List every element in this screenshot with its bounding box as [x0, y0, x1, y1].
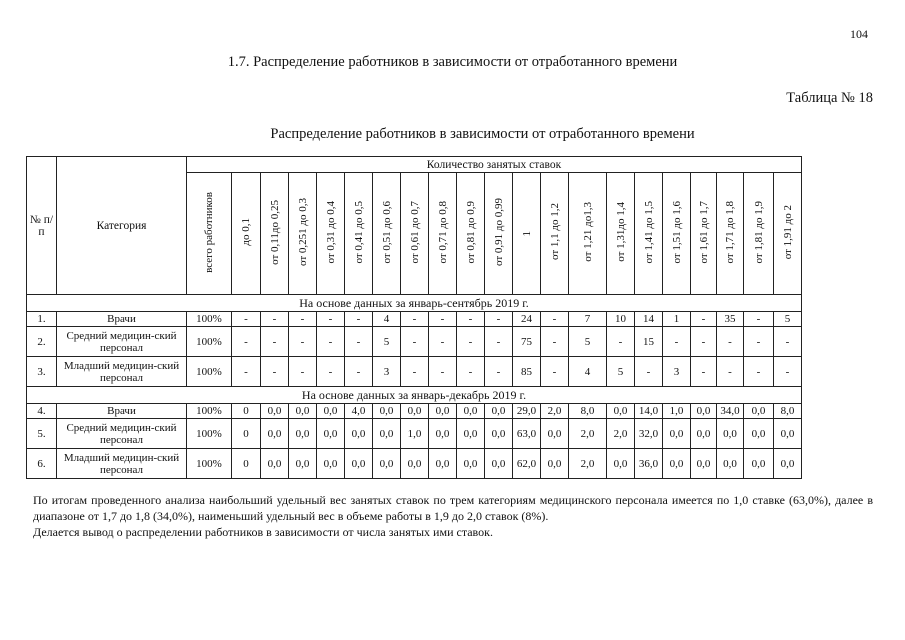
range-15-header	[663, 173, 691, 295]
row-value: 0,0	[457, 419, 485, 449]
range-11-header	[541, 173, 569, 295]
range-18-header	[744, 173, 774, 295]
row-value: -	[607, 327, 635, 357]
row-value: 35	[717, 312, 744, 327]
row-value: 0,0	[373, 404, 401, 419]
row-value: -	[429, 357, 457, 387]
row-value: -	[317, 327, 345, 357]
range-4-header	[345, 173, 373, 295]
row-value: -	[744, 327, 774, 357]
row-category: Средний медицин-ский персонал	[57, 419, 187, 449]
range-1-header	[261, 173, 289, 295]
num-header: № п/п	[27, 157, 57, 295]
section-row	[27, 387, 802, 404]
row-value: -	[232, 327, 261, 357]
row-value: -	[232, 312, 261, 327]
row-value: 0,0	[691, 449, 717, 479]
range-3-header	[317, 173, 345, 295]
row-value: 0,0	[744, 419, 774, 449]
row-value: 63,0	[513, 419, 541, 449]
row-value: 85	[513, 357, 541, 387]
row-value: -	[485, 357, 513, 387]
row-total: 100%	[187, 357, 232, 387]
table-row	[27, 419, 802, 449]
range-13-label: от 1,31до 1,4	[614, 202, 627, 262]
row-value: 0,0	[717, 419, 744, 449]
row-value: 0,0	[401, 404, 429, 419]
table-row	[27, 404, 802, 419]
section-row	[27, 295, 802, 312]
row-total: 100%	[187, 449, 232, 479]
range-16-label: от 1,61 до 1,7	[697, 200, 710, 264]
row-value: 3	[663, 357, 691, 387]
table-label: Таблица № 18	[786, 90, 873, 106]
range-7-header	[429, 173, 457, 295]
total-workers-label: всего работников	[203, 191, 215, 273]
row-value: 8,0	[774, 404, 802, 419]
row-number: 1.	[27, 312, 57, 327]
range-16-header	[691, 173, 717, 295]
row-value: 0,0	[261, 419, 289, 449]
range-17-header	[717, 173, 744, 295]
row-value: -	[457, 327, 485, 357]
row-value: 36,0	[635, 449, 663, 479]
row-value: 1,0	[401, 419, 429, 449]
conclusion-text	[33, 492, 873, 540]
row-value: 0,0	[541, 449, 569, 479]
range-14-header	[635, 173, 663, 295]
row-number: 4.	[27, 404, 57, 419]
row-value: 3	[373, 357, 401, 387]
conclusion-paragraph-1: По итогам проведенного анализа наибольший удельный вес занятых ставок по трем категориям медицинского персонала имеется по 1,0 ставке (63,0%), далее в диапазоне от 1,7 до 1,8 (34,0%), наименьший удельный вес в объеме работы в 1,9 до 2,0 ставок (8%).	[33, 493, 873, 523]
row-value: 34,0	[717, 404, 744, 419]
range-7-label: от 0,71 до 0,8	[436, 200, 449, 264]
table-row	[27, 357, 802, 387]
row-value: -	[541, 327, 569, 357]
row-value: 0,0	[289, 449, 317, 479]
row-value: 4	[373, 312, 401, 327]
range-13-header	[607, 173, 635, 295]
row-category: Младший медицин-ский персонал	[57, 449, 187, 479]
row-value: -	[289, 312, 317, 327]
row-value: -	[717, 357, 744, 387]
row-value: 0,0	[607, 449, 635, 479]
row-value: 5	[373, 327, 401, 357]
row-value: 0,0	[744, 404, 774, 419]
section-title: 1.7. Распределение работников в зависимости от отработанного времени	[227, 54, 678, 70]
row-number: 2.	[27, 327, 57, 357]
row-total: 100%	[187, 419, 232, 449]
row-value: 0,0	[774, 449, 802, 479]
range-2-header	[289, 173, 317, 295]
row-value: 1	[663, 312, 691, 327]
row-value: -	[401, 327, 429, 357]
range-5-label: от 0,51 до 0,6	[380, 200, 393, 264]
row-value: -	[401, 357, 429, 387]
table-row	[27, 312, 802, 327]
range-2-label: от 0,251 до 0,3	[296, 197, 309, 266]
row-value: -	[635, 357, 663, 387]
row-value: -	[345, 327, 373, 357]
row-value: 5	[569, 327, 607, 357]
row-value: -	[744, 357, 774, 387]
row-value: 32,0	[635, 419, 663, 449]
row-category: Врачи	[57, 312, 187, 327]
row-total: 100%	[187, 404, 232, 419]
row-value: 0	[232, 449, 261, 479]
range-12-label: от 1,21 до1,3	[581, 202, 594, 262]
header-row	[27, 157, 802, 173]
range-10-label: 1	[520, 231, 533, 237]
section-label: На основе данных за январь-декабрь 2019 г.	[27, 387, 802, 404]
row-category: Младший медицин-ский персонал	[57, 357, 187, 387]
row-value: -	[744, 312, 774, 327]
row-value: -	[691, 312, 717, 327]
range-10-header	[513, 173, 541, 295]
row-value: 14	[635, 312, 663, 327]
range-17-label: от 1,71 до 1,8	[724, 200, 736, 264]
row-value: 5	[607, 357, 635, 387]
row-value: 4	[569, 357, 607, 387]
row-value: 5	[774, 312, 802, 327]
row-value: -	[774, 357, 802, 387]
row-value: 0,0	[429, 404, 457, 419]
category-header: Категория	[57, 157, 187, 295]
range-19-label: от 1,91 до 2	[781, 204, 794, 260]
row-value: 0,0	[457, 449, 485, 479]
row-value: 0,0	[373, 449, 401, 479]
row-value: -	[317, 312, 345, 327]
range-1-label: от 0,11до 0,25	[268, 199, 281, 265]
range-0-label: до 0,1	[240, 218, 252, 246]
row-value: 10	[607, 312, 635, 327]
range-9-header	[485, 173, 513, 295]
range-15-label: от 1,51 до 1,6	[670, 200, 683, 264]
table-row	[27, 449, 802, 479]
row-value: 0,0	[663, 419, 691, 449]
row-value: 0,0	[261, 404, 289, 419]
row-value: 0	[232, 419, 261, 449]
row-value: -	[232, 357, 261, 387]
range-14-label: от 1,41 до 1,5	[642, 200, 655, 264]
row-value: 75	[513, 327, 541, 357]
row-total: 100%	[187, 327, 232, 357]
rates-group-header: Количество занятых ставок	[187, 157, 802, 173]
row-value: -	[345, 357, 373, 387]
row-value: 0,0	[541, 419, 569, 449]
range-5-header	[373, 173, 401, 295]
row-value: 29,0	[513, 404, 541, 419]
row-value: -	[691, 327, 717, 357]
row-value: 0,0	[317, 404, 345, 419]
row-value: 0,0	[691, 419, 717, 449]
row-value: -	[429, 327, 457, 357]
range-12-header	[569, 173, 607, 295]
conclusion-paragraph-2: Делается вывод о распределении работников в зависимости от числа занятых ими ставок.	[33, 525, 493, 539]
row-value: -	[261, 312, 289, 327]
row-value: -	[429, 312, 457, 327]
row-category: Средний медицин-ский персонал	[57, 327, 187, 357]
range-4-label: от 0,41 до 0,5	[352, 200, 365, 264]
row-value: -	[401, 312, 429, 327]
distribution-table	[26, 156, 802, 479]
row-value: -	[457, 357, 485, 387]
row-value: -	[289, 357, 317, 387]
row-value: -	[717, 327, 744, 357]
row-value: 0,0	[401, 449, 429, 479]
row-value: 0,0	[691, 404, 717, 419]
total-workers-header	[187, 173, 232, 295]
page-number: 104	[850, 27, 868, 41]
row-value: 62,0	[513, 449, 541, 479]
row-value: 0,0	[289, 404, 317, 419]
row-number: 5.	[27, 419, 57, 449]
row-value: 0,0	[774, 419, 802, 449]
row-value: -	[457, 312, 485, 327]
row-value: 0,0	[317, 419, 345, 449]
range-6-label: от 0,61 до 0,7	[408, 200, 421, 264]
row-number: 3.	[27, 357, 57, 387]
range-18-label: от 1,81 до 1,9	[752, 200, 765, 264]
row-value: 2,0	[569, 419, 607, 449]
table-caption: Распределение работников в зависимости от отработанного времени	[270, 126, 695, 142]
range-9-label: от 0,91 до 0,99	[492, 197, 505, 266]
row-category: Врачи	[57, 404, 187, 419]
row-value: 0,0	[485, 449, 513, 479]
row-value: 15	[635, 327, 663, 357]
row-value: 0,0	[485, 404, 513, 419]
row-number: 6.	[27, 449, 57, 479]
row-value: 2,0	[541, 404, 569, 419]
row-value: 0,0	[373, 419, 401, 449]
row-value: 0,0	[457, 404, 485, 419]
row-value: -	[774, 327, 802, 357]
row-value: 1,0	[663, 404, 691, 419]
section-label: На основе данных за январь-сентябрь 2019 г.	[27, 295, 802, 312]
row-value: 2,0	[569, 449, 607, 479]
row-value: -	[261, 327, 289, 357]
row-value: -	[485, 312, 513, 327]
row-value: 0,0	[663, 449, 691, 479]
row-value: -	[345, 312, 373, 327]
range-11-label: от 1,1 до 1,2	[548, 203, 561, 261]
row-value: -	[691, 357, 717, 387]
row-value: -	[663, 327, 691, 357]
table-row	[27, 327, 802, 357]
row-value: -	[261, 357, 289, 387]
row-value: 0,0	[345, 419, 373, 449]
row-value: -	[485, 327, 513, 357]
range-8-label: от 0,81 до 0,9	[464, 200, 477, 264]
row-value: 0,0	[317, 449, 345, 479]
row-value: 0,0	[717, 449, 744, 479]
row-value: -	[317, 357, 345, 387]
range-8-header	[457, 173, 485, 295]
row-value: 0,0	[345, 449, 373, 479]
row-value: 4,0	[345, 404, 373, 419]
row-value: 0,0	[485, 419, 513, 449]
row-value: 7	[569, 312, 607, 327]
row-value: 0,0	[289, 419, 317, 449]
row-value: 0,0	[429, 449, 457, 479]
row-value: 0,0	[261, 449, 289, 479]
row-value: 0,0	[744, 449, 774, 479]
row-value: 24	[513, 312, 541, 327]
range-6-header	[401, 173, 429, 295]
row-value: 0,0	[429, 419, 457, 449]
row-value: -	[289, 327, 317, 357]
row-total: 100%	[187, 312, 232, 327]
row-value: -	[541, 357, 569, 387]
row-value: 2,0	[607, 419, 635, 449]
range-0-header	[232, 173, 261, 295]
row-value: 8,0	[569, 404, 607, 419]
row-value: 0	[232, 404, 261, 419]
range-19-header	[774, 173, 802, 295]
row-value: -	[541, 312, 569, 327]
row-value: 14,0	[635, 404, 663, 419]
row-value: 0,0	[607, 404, 635, 419]
range-3-label: от 0,31 до 0,4	[324, 200, 337, 264]
